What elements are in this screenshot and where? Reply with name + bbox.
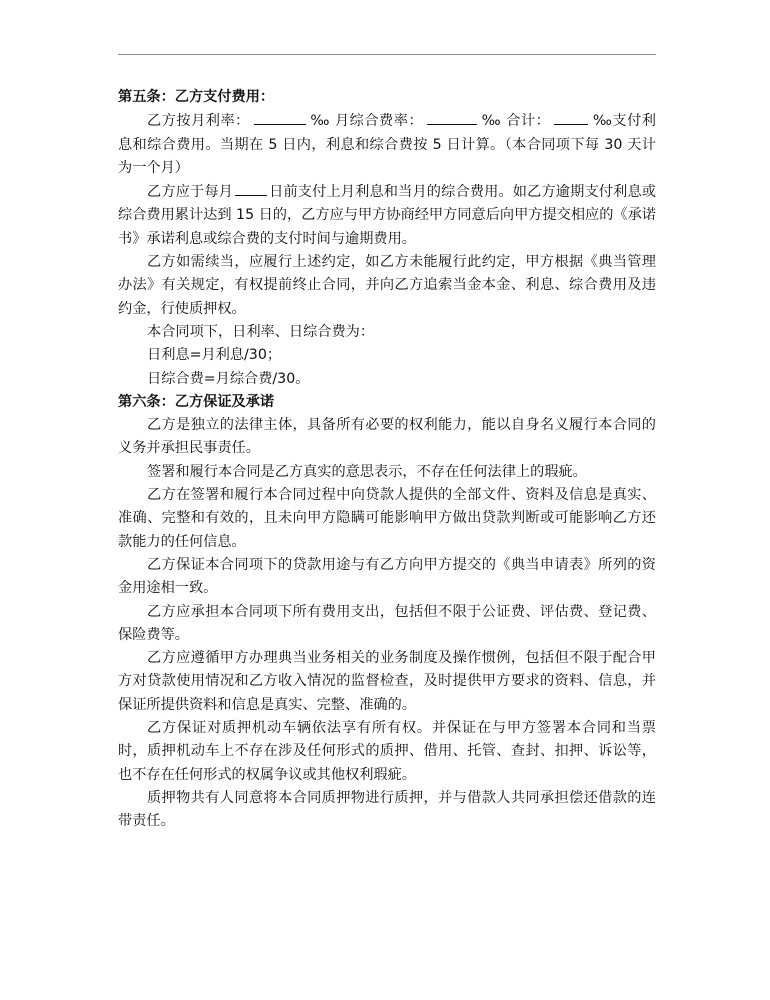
section-5-formula-daily-fee: 日综合费=月综合费/30。 — [147, 370, 310, 387]
rate-text-d: ‰支付利息和综合费用。当期在 5 日内，利息和综合费按 5 日计算。（本合同项下每 30 天计为一个月） — [118, 113, 656, 176]
monthly-fee-rate-blank — [427, 109, 477, 125]
rate-text-b: ‰ 月综合费率： — [309, 113, 424, 130]
section-6-paragraph: 乙方保证本合同项下的贷款用途与有乙方向甲方提交的《典当申请表》所列的资金用途相一致。 — [118, 556, 656, 597]
section-5-paragraph-rates — [118, 109, 656, 180]
rate-text-a: 乙方按月利率： — [147, 113, 250, 130]
payment-day-blank — [235, 180, 267, 196]
section-6-paragraph: 签署和履行本合同是乙方真实的意思表示，不存在任何法律上的瑕疵。 — [147, 463, 587, 480]
section-5-paragraph-payment-date — [118, 180, 656, 251]
monthly-rate-blank — [254, 109, 306, 125]
section-6-heading: 第六条：乙方保证及承诺 — [118, 393, 275, 410]
section-5-heading: 第五条：乙方支付费用： — [118, 89, 275, 105]
section-6-paragraph: 乙方保证对质押机动车辆依法享有所有权。并保证在与甲方签署本合同和当票时，质押机动车上不存在涉及任何形式的质押、借用、托管、查封、扣押、诉讼等，也不存在任何形式的权属争议或其他权利瑕疵。 — [118, 720, 656, 783]
total-rate-blank — [554, 109, 588, 125]
header-rule — [118, 54, 656, 55]
section-5-formula-daily-interest: 日利息=月利息/30； — [147, 347, 282, 364]
section-6-paragraph: 乙方应遵循甲方办理典当业务相关的业务制度及操作惯例，包括但不限于配合甲方对贷款使用情况和乙方收入情况的监督检查，及时提供甲方要求的资料、信息，并保证所提供资料和信息是真实、完整、准确的。 — [118, 650, 656, 713]
payment-text-b: 日前支付上月利息和当月的综合费用。如乙方逾期支付利息或综合费用累计达到 15 日的，乙方应与甲方协商经甲方同意后向甲方提交相应的《承诺书》承诺利息或综合费的支付时间与逾期费用。 — [118, 184, 656, 247]
payment-text-a: 乙方应于每月 — [147, 184, 233, 201]
section-6-paragraph: 乙方应承担本合同项下所有费用支出，包括但不限于公证费、评估费、登记费、保险费等。 — [118, 603, 656, 643]
section-6-paragraph: 乙方是独立的法律主体，具备所有必要的权利能力，能以自身名义履行本合同的义务并承担民事责任。 — [118, 417, 656, 457]
section-5-paragraph-daily-rates: 本合同项下，日利率、日综合费为： — [147, 323, 375, 340]
section-6-paragraph: 乙方在签署和履行本合同过程中向贷款人提供的全部文件、资料及信息是真实、准确、完整和有效的，且未向甲方隐瞒可能影响甲方做出贷款判断或可能影响乙方还款能力的任何信息。 — [118, 487, 656, 550]
section-5-paragraph-renewal: 乙方如需续当，应履行上述约定，如乙方未能履行此约定，甲方根据《典当管理办法》有关规定，有权提前终止合同，并向乙方追索当金本金、利息、综合费用及违约金，行使质押权。 — [118, 254, 656, 317]
document-body — [118, 86, 656, 834]
section-6-paragraph: 质押物共有人同意将本合同质押物进行质押，并与借款人共同承担偿还借款的连带责任。 — [118, 789, 656, 830]
rate-text-c: ‰ 合计： — [481, 113, 551, 130]
